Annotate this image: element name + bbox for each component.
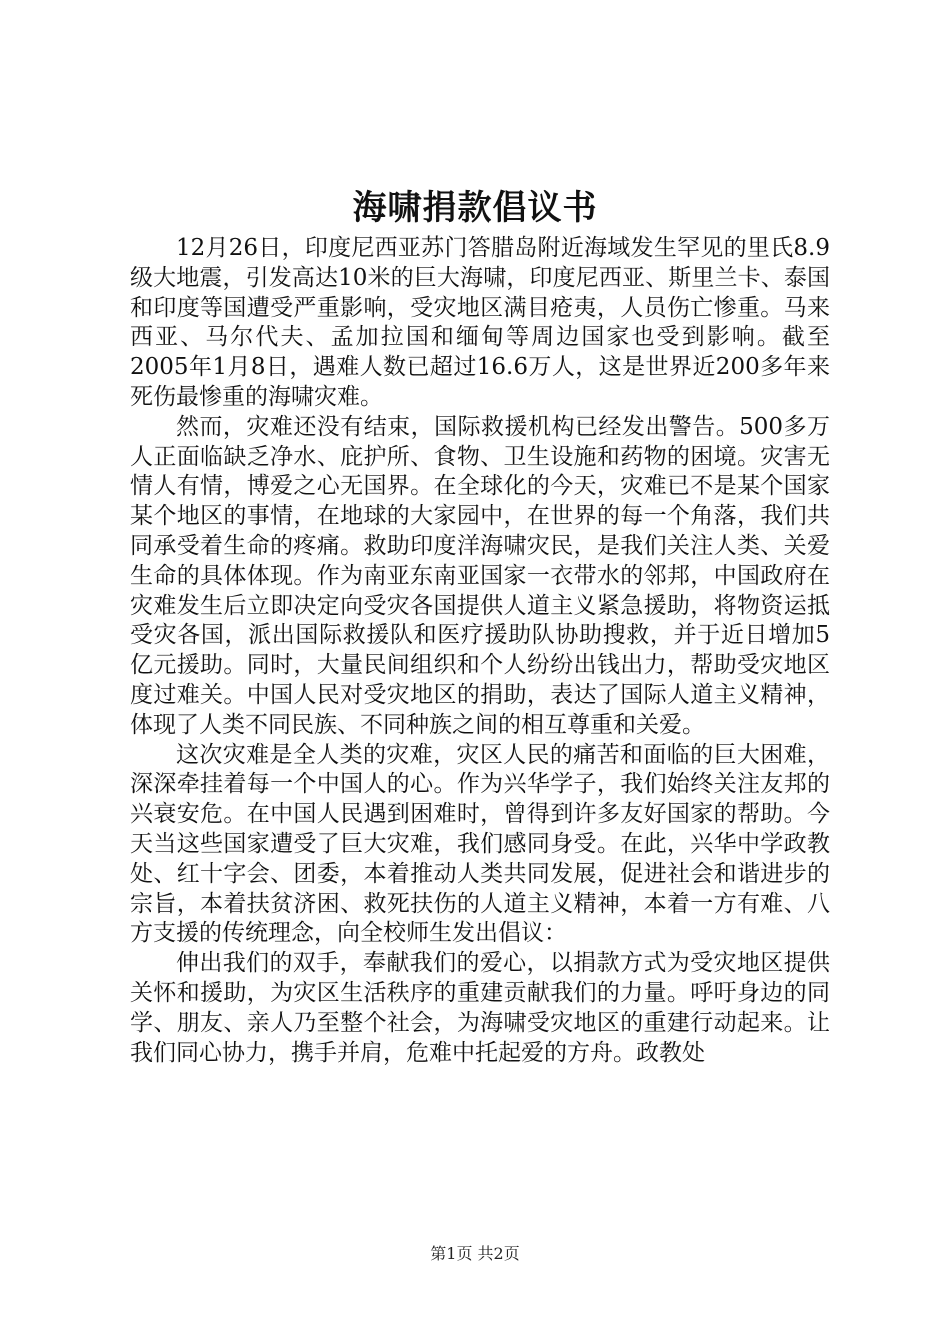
paragraph-1: 12月26日，印度尼西亚苏门答腊岛附近海域发生罕见的里氏8.9级大地震，引发高达10米的巨大海啸，印度尼西亚、斯里兰卡、泰国和印度等国遭受严重影响，受灾地区满目疮夷，人员伤亡惨重。马来西亚、马尔代夫、孟加拉国和缅甸等周边国家也受到影响。截至2005年1月8日，遇难人数已超过16.6万人，这是世界近200多年来死伤最惨重的海啸灾难。	[130, 235, 830, 410]
page-number-footer: 第1页 共2页	[430, 1244, 520, 1263]
paragraph-4: 伸出我们的双手，奉献我们的爱心，以捐款方式为受灾地区提供关怀和援助，为灾区生活秩序的重建贡献我们的力量。呼吁身边的同学、朋友、亲人乃至整个社会，为海啸受灾地区的重建行动起来。让我们同心协力，携手并肩，危难中托起爱的方舟。政教处	[130, 950, 830, 1066]
paragraph-3: 这次灾难是全人类的灾难，灾区人民的痛苦和面临的巨大困难，深深牵挂着每一个中国人的心。作为兴华学子，我们始终关注友邦的兴衰安危。在中国人民遇到困难时，曾得到许多友好国家的帮助。今天当这些国家遭受了巨大灾难，我们感同身受。在此，兴华中学政教处、红十字会、团委，本着推动人类共同发展，促进社会和谐进步的宗旨，本着扶贫济困、救死扶伤的人道主义精神，本着一方有难、八方支援的传统理念，向全校师生发出倡议：	[130, 741, 830, 947]
document-body	[130, 234, 830, 1068]
paragraph-2: 然而，灾难还没有结束，国际救援机构已经发出警告。500多万人正面临缺乏净水、庇护所、食物、卫生设施和药物的困境。灾害无情人有情，博爱之心无国界。在全球化的今天，灾难已不是某个国家某个地区的事情，在地球的大家园中，在世界的每一个角落，我们共同承受着生命的疼痛。救助印度洋海啸灾民，是我们关注人类、关爱生命的具体体现。作为南亚东南亚国家一衣带水的邻邦，中国政府在灾难发生后立即决定向受灾各国提供人道主义紧急援助，将物资运抵受灾各国，派出国际救援队和医疗援助队协助搜救，并于近日增加5亿元援助。同时，大量民间组织和个人纷纷出钱出力，帮助受灾地区度过难关。中国人民对受灾地区的捐助，表达了国际人道主义精神，体现了人类不同民族、不同种族之间的相互尊重和关爱。	[130, 413, 830, 738]
document-title: 海啸捐款倡议书	[352, 188, 598, 228]
